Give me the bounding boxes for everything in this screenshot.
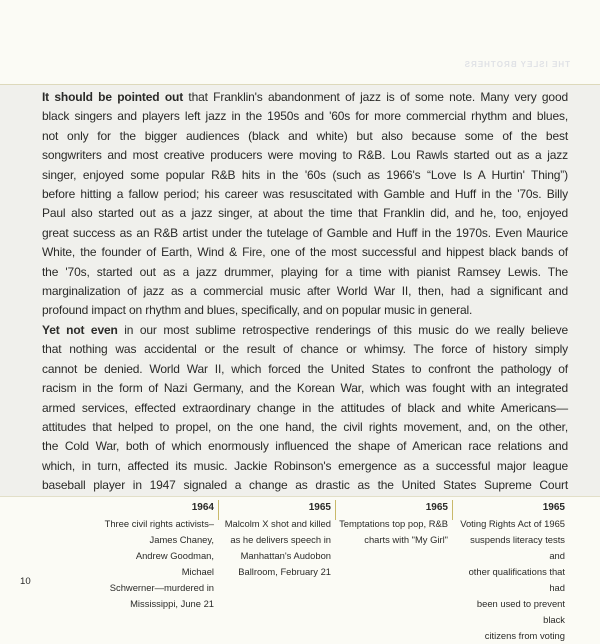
body-line: songwriters and most creative producers were moving to R&B. Lou Rawls started out as a jazz	[42, 148, 568, 163]
page-number: 10	[20, 576, 31, 587]
timeline-year: 1965	[542, 502, 565, 513]
timeline-text: as he delivers speech in	[230, 534, 331, 545]
body-line: great success as an R&B artist under the tutelage of Gamble and Huff in the 1970s. Even Maurice	[42, 225, 568, 240]
body-line: profound impact on rhythm and blues, specifically, and on popular music in general.	[42, 303, 473, 318]
lead-in: Yet not even	[42, 322, 118, 337]
timeline-text: Schwerner—murdered in	[109, 582, 214, 593]
timeline-text: other qualifications that had	[468, 566, 565, 593]
body-line: singer, enjoyed some popular R&B hits in the '60s (such as 1966's “Love Is A Hurtin' Thing”)	[42, 167, 568, 182]
body-line: which, in turn, affected its music. Jackie Robinson's emergence as a successful major league	[42, 458, 568, 473]
timeline-text: suspends literacy tests and	[470, 534, 565, 561]
body-line	[42, 88, 568, 107]
body-line: cannot be denied. World War II, which forced the United States to confront the pathology of	[42, 361, 568, 376]
body-text	[42, 88, 568, 496]
timeline-text: been used to prevent black	[476, 598, 565, 625]
timeline-entry	[453, 498, 567, 644]
body-line-text: in our most sublime retrospective renderings of this music do we really believe	[117, 322, 569, 337]
body-line: the '70s, started out as a jazz drummer, playing for a time with pianist Ramsey Lewis. The	[42, 264, 568, 279]
lead-in: It should be pointed out	[42, 90, 184, 104]
body-line: the Cold War, both of which enormously influenced the shape of American race relations and	[42, 439, 568, 454]
timeline-text: Mississippi, June 21	[130, 598, 214, 609]
body-line: racism in the form of Nazi Germany, and the Korean War, which was fought with an integrated	[42, 381, 568, 396]
timeline-text: Voting Rights Act of 1965	[460, 518, 565, 529]
body-line: that nothing was accidental or the result of chance or whimsy. The force of history simply	[42, 342, 568, 357]
body-line: White, the founder of Earth, Wind & Fire, one of the most successful and hippest black bands of	[42, 245, 568, 260]
timeline-text: citizens from voting	[484, 630, 565, 641]
timeline-text: charts with "My Girl"	[364, 534, 448, 545]
timeline-text: Ballroom, February 21	[238, 566, 331, 577]
timeline-text: Malcolm X shot and killed	[224, 518, 331, 529]
body-line: not only for the bigger audiences (black and white) but also because some of the best	[42, 128, 568, 143]
body-line-text: that Franklin's abandonment of jazz is of some note. Many very good	[183, 90, 568, 104]
timeline-entry	[219, 498, 333, 580]
body-line	[42, 321, 568, 340]
timeline-text: Manhattan's Audobon	[240, 550, 331, 561]
timeline-entry	[102, 498, 216, 612]
body-line: before hitting a fallow period; his career was resuscitated with Gamble and Huff in the '70s. Billy	[42, 187, 568, 202]
body-line: attitudes that helped to propel, on the one hand, the civil rights movement, and, on the other,	[42, 419, 568, 434]
body-line: baseball player in 1947 signaled a change as drastic as the United States Supreme Court	[42, 478, 568, 493]
timeline-entry	[336, 498, 450, 548]
timeline-year: 1964	[191, 502, 214, 513]
timeline-text: Three civil rights activists–	[104, 518, 214, 529]
body-line: black singers and players left jazz in the 1950s and '60s for more commercial rhythm and blues,	[42, 109, 568, 124]
body-line: armed services, effected extraordinary change in the attitudes of black and white Americans—	[42, 400, 568, 415]
body-line: Paul also started out as a jazz singer, at about the time that Franklin did, and he, too, enjoyed	[42, 206, 568, 221]
timeline-year: 1965	[425, 502, 448, 513]
running-head-bleedthrough: THE ISLEY BROTHERS	[463, 60, 570, 69]
timeline-text: Andrew Goodman, Michael	[135, 550, 214, 577]
timeline-year: 1965	[308, 502, 331, 513]
timeline-text: James Chaney,	[149, 534, 214, 545]
body-line: marginalization of jazz as a commercial music after World War II, then, had a significant and	[42, 284, 568, 299]
timeline-text: Temptations top pop, R&B	[339, 518, 448, 529]
